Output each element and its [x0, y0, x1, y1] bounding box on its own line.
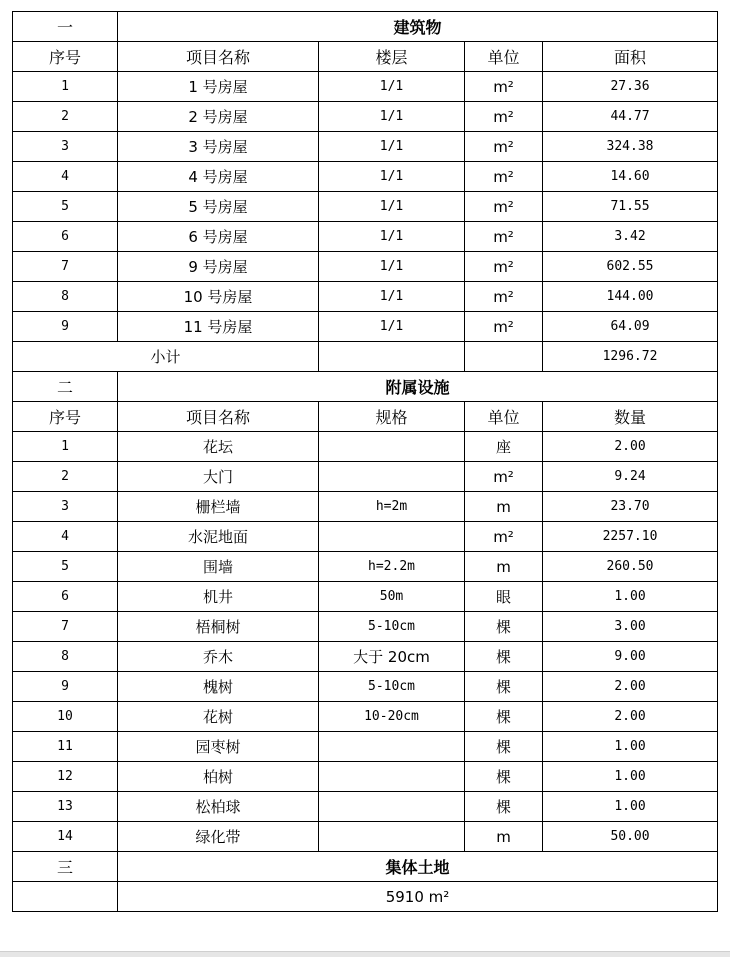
- item-name: 花坛: [118, 432, 319, 462]
- table-row: [13, 732, 718, 762]
- quantity: 324.38: [543, 132, 718, 162]
- section-index: 三: [13, 852, 118, 882]
- section-title: 附属设施: [118, 372, 718, 402]
- floor-or-spec: h=2.2m: [319, 552, 465, 582]
- floor-or-spec: 10-20cm: [319, 702, 465, 732]
- table-row: [13, 102, 718, 132]
- table-row: [13, 552, 718, 582]
- quantity: 9.24: [543, 462, 718, 492]
- quantity: 9.00: [543, 642, 718, 672]
- floor-or-spec: 1/1: [319, 162, 465, 192]
- quantity: 23.70: [543, 492, 718, 522]
- quantity: 1.00: [543, 792, 718, 822]
- quantity: 1.00: [543, 582, 718, 612]
- floor-or-spec: 5-10cm: [319, 672, 465, 702]
- unit: m²: [465, 462, 543, 492]
- row-number: 7: [13, 612, 118, 642]
- item-name: 柏树: [118, 762, 319, 792]
- item-name: 园枣树: [118, 732, 319, 762]
- floor-or-spec: 1/1: [319, 252, 465, 282]
- section-title-row: [13, 852, 718, 882]
- item-name: 围墙: [118, 552, 319, 582]
- section-title-row: [13, 372, 718, 402]
- item-name: 水泥地面: [118, 522, 319, 552]
- column-header: 序号: [13, 402, 118, 432]
- table-row: [13, 432, 718, 462]
- floor-or-spec: 大于 20cm: [319, 642, 465, 672]
- column-header: 单位: [465, 402, 543, 432]
- column-header: 数量: [543, 402, 718, 432]
- unit: m: [465, 552, 543, 582]
- floor-or-spec: [319, 522, 465, 552]
- row-number: 9: [13, 312, 118, 342]
- table-row: [13, 222, 718, 252]
- item-name: 绿化带: [118, 822, 319, 852]
- unit: m²: [465, 252, 543, 282]
- land-value-row: [13, 882, 718, 912]
- subtotal-blank: [319, 342, 465, 372]
- unit: 棵: [465, 792, 543, 822]
- unit: 眼: [465, 582, 543, 612]
- subtotal-value: 1296.72: [543, 342, 718, 372]
- row-number: 13: [13, 792, 118, 822]
- item-name: 机井: [118, 582, 319, 612]
- quantity: 27.36: [543, 72, 718, 102]
- item-name: 槐树: [118, 672, 319, 702]
- inventory-table-body: [13, 12, 718, 912]
- table-row: [13, 702, 718, 732]
- floor-or-spec: 1/1: [319, 282, 465, 312]
- section-title-row: [13, 12, 718, 42]
- quantity: 64.09: [543, 312, 718, 342]
- floor-or-spec: 1/1: [319, 102, 465, 132]
- table-row: [13, 282, 718, 312]
- item-name: 大门: [118, 462, 319, 492]
- item-name: 栅栏墙: [118, 492, 319, 522]
- table-row: [13, 252, 718, 282]
- row-number: 7: [13, 252, 118, 282]
- page-bottom-edge: [0, 951, 730, 957]
- row-number: 11: [13, 732, 118, 762]
- column-header: 规格: [319, 402, 465, 432]
- row-number: 2: [13, 102, 118, 132]
- row-number: 5: [13, 192, 118, 222]
- table-row: [13, 792, 718, 822]
- quantity: 71.55: [543, 192, 718, 222]
- section-index: 一: [13, 12, 118, 42]
- item-name: 6 号房屋: [118, 222, 319, 252]
- column-header-row: [13, 402, 718, 432]
- row-number: 3: [13, 132, 118, 162]
- table-row: [13, 192, 718, 222]
- item-name: 4 号房屋: [118, 162, 319, 192]
- column-header-row: [13, 42, 718, 72]
- floor-or-spec: [319, 822, 465, 852]
- unit: 棵: [465, 672, 543, 702]
- unit: m²: [465, 282, 543, 312]
- table-row: [13, 132, 718, 162]
- unit: 棵: [465, 732, 543, 762]
- quantity: 2.00: [543, 672, 718, 702]
- unit: m²: [465, 222, 543, 252]
- subtotal-blank: [465, 342, 543, 372]
- unit: m²: [465, 192, 543, 222]
- subtotal-row: [13, 342, 718, 372]
- row-number: 4: [13, 162, 118, 192]
- unit: m: [465, 492, 543, 522]
- quantity: 3.00: [543, 612, 718, 642]
- column-header: 项目名称: [118, 42, 319, 72]
- item-name: 1 号房屋: [118, 72, 319, 102]
- floor-or-spec: [319, 792, 465, 822]
- floor-or-spec: 1/1: [319, 312, 465, 342]
- floor-or-spec: 50m: [319, 582, 465, 612]
- floor-or-spec: 5-10cm: [319, 612, 465, 642]
- row-number: 3: [13, 492, 118, 522]
- unit: 棵: [465, 642, 543, 672]
- quantity: 1.00: [543, 762, 718, 792]
- row-number: 6: [13, 222, 118, 252]
- floor-or-spec: h=2m: [319, 492, 465, 522]
- row-number: 14: [13, 822, 118, 852]
- unit: m: [465, 822, 543, 852]
- table-row: [13, 762, 718, 792]
- table-row: [13, 582, 718, 612]
- row-number: 12: [13, 762, 118, 792]
- item-name: 梧桐树: [118, 612, 319, 642]
- subtotal-label: 小计: [13, 342, 319, 372]
- row-number: 5: [13, 552, 118, 582]
- section-index: 二: [13, 372, 118, 402]
- unit: m²: [465, 102, 543, 132]
- quantity: 14.60: [543, 162, 718, 192]
- item-name: 3 号房屋: [118, 132, 319, 162]
- column-header: 单位: [465, 42, 543, 72]
- item-name: 11 号房屋: [118, 312, 319, 342]
- quantity: 1.00: [543, 732, 718, 762]
- column-header: 序号: [13, 42, 118, 72]
- table-row: [13, 522, 718, 552]
- floor-or-spec: [319, 732, 465, 762]
- item-name: 松柏球: [118, 792, 319, 822]
- section-title: 建筑物: [118, 12, 718, 42]
- floor-or-spec: 1/1: [319, 222, 465, 252]
- row-number: 6: [13, 582, 118, 612]
- table-row: [13, 642, 718, 672]
- quantity: 602.55: [543, 252, 718, 282]
- table-row: [13, 612, 718, 642]
- table-row: [13, 672, 718, 702]
- inventory-table: [12, 11, 718, 912]
- unit: 棵: [465, 762, 543, 792]
- table-row: [13, 162, 718, 192]
- table-row: [13, 462, 718, 492]
- row-number: 8: [13, 282, 118, 312]
- table-row: [13, 492, 718, 522]
- item-name: 2 号房屋: [118, 102, 319, 132]
- row-number: 9: [13, 672, 118, 702]
- unit: m²: [465, 72, 543, 102]
- item-name: 乔木: [118, 642, 319, 672]
- quantity: 3.42: [543, 222, 718, 252]
- row-number: 1: [13, 432, 118, 462]
- floor-or-spec: 1/1: [319, 132, 465, 162]
- quantity: 44.77: [543, 102, 718, 132]
- row-number: 1: [13, 72, 118, 102]
- table-row: [13, 72, 718, 102]
- table-row: [13, 822, 718, 852]
- quantity: 2257.10: [543, 522, 718, 552]
- floor-or-spec: 1/1: [319, 192, 465, 222]
- item-name: 10 号房屋: [118, 282, 319, 312]
- column-header: 面积: [543, 42, 718, 72]
- unit: m²: [465, 522, 543, 552]
- unit: m²: [465, 312, 543, 342]
- unit: m²: [465, 162, 543, 192]
- quantity: 144.00: [543, 282, 718, 312]
- quantity: 50.00: [543, 822, 718, 852]
- unit: m²: [465, 132, 543, 162]
- table-row: [13, 312, 718, 342]
- unit: 座: [465, 432, 543, 462]
- quantity: 260.50: [543, 552, 718, 582]
- row-number: 2: [13, 462, 118, 492]
- floor-or-spec: [319, 462, 465, 492]
- land-index-blank: [13, 882, 118, 912]
- unit: 棵: [465, 612, 543, 642]
- floor-or-spec: [319, 432, 465, 462]
- item-name: 花树: [118, 702, 319, 732]
- item-name: 9 号房屋: [118, 252, 319, 282]
- section-title: 集体土地: [118, 852, 718, 882]
- item-name: 5 号房屋: [118, 192, 319, 222]
- row-number: 10: [13, 702, 118, 732]
- land-area-value: 5910 m²: [118, 882, 718, 912]
- column-header: 项目名称: [118, 402, 319, 432]
- quantity: 2.00: [543, 702, 718, 732]
- quantity: 2.00: [543, 432, 718, 462]
- unit: 棵: [465, 702, 543, 732]
- floor-or-spec: [319, 762, 465, 792]
- row-number: 4: [13, 522, 118, 552]
- floor-or-spec: 1/1: [319, 72, 465, 102]
- column-header: 楼层: [319, 42, 465, 72]
- row-number: 8: [13, 642, 118, 672]
